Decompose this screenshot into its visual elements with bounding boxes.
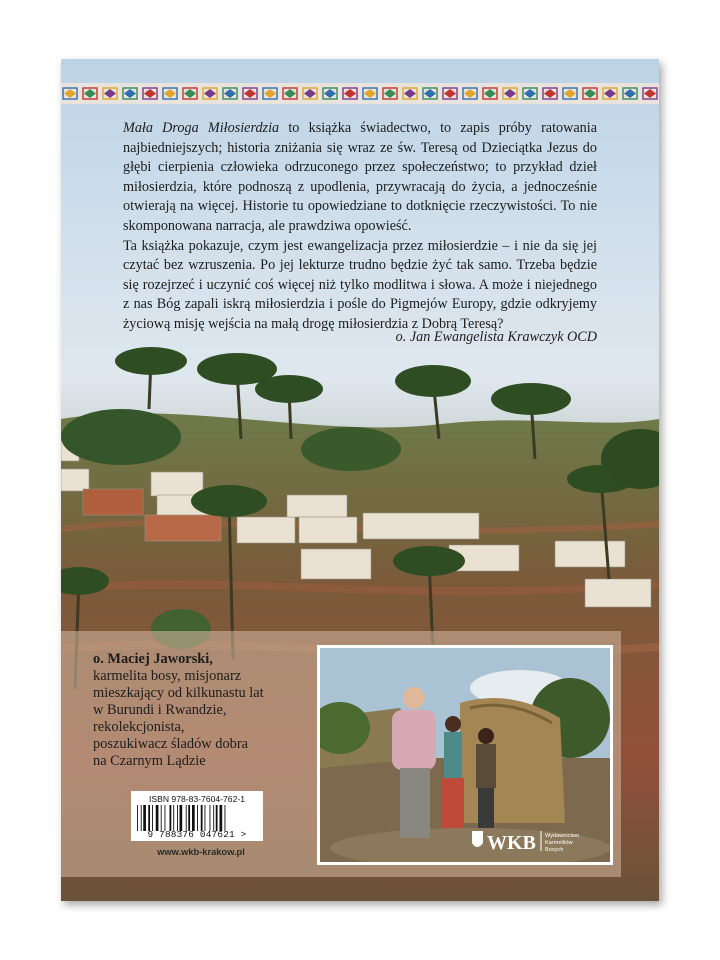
isbn-barcode — [131, 791, 263, 841]
barcode-digits: 9 788376 047621 > — [147, 829, 247, 840]
author-bio-line: mieszkający od kilkunastu lat — [93, 685, 264, 701]
author-bio-line: poszukiwacz śladów dobra — [93, 736, 249, 752]
logo-tagline-line: Karmelitów — [545, 840, 573, 846]
logo-tagline-line: Wydawnictwo — [545, 833, 580, 839]
endorsement-quote — [123, 119, 597, 335]
book-back-cover — [61, 59, 659, 901]
ornamental-band — [61, 83, 659, 104]
quote-paragraph-1-text: to książka świadectwo, to zapis próby ratowania najbiedniejszych; historia zniżania się wraz ze św. Teresą od Dzieciątka Jezus do głębi cierpienia człowieka odrzuconego przez społeczeństwo; to przykład dzieł miłosierdzia, które podnoszą z upodlenia, przywracają do życia, a jednocześnie otwierają na więcej. Historie tu opowiedziane to dotknięcie rzeczywistości. To nie skomponowana narracja, ale prawdziwa opowieść. — [123, 120, 597, 234]
publisher-logo — [469, 827, 609, 855]
quote-paragraph-1 — [123, 119, 597, 237]
author-bio-line: w Burundi i Rwandzie, — [93, 702, 227, 718]
logo-text: WKB — [487, 832, 536, 854]
author-bio-line: rekolekcjonista, — [93, 719, 185, 735]
publisher-website: www.wkb-krakow.pl — [157, 847, 245, 857]
author-name: o. Maciej Jaworski, — [93, 651, 213, 667]
barcode-bars — [135, 805, 259, 831]
author-bio-line: na Czarnym Lądzie — [93, 753, 206, 769]
book-title-italic: Mała Droga Miłosierdzia — [123, 120, 280, 136]
isbn-number: ISBN 978-83-7604-762-1 — [148, 794, 246, 804]
author-bio-line: karmelita bosy, misjonarz — [93, 668, 242, 684]
logo-tagline-line: Bosych — [545, 847, 564, 853]
wkb-logo-icon — [469, 827, 609, 855]
quote-signature: o. Jan Ewangelista Krawczyk OCD — [395, 329, 597, 345]
quote-paragraph-2: Ta książka pokazuje, czym jest ewangelizacja przez miłosierdzie – i nie da się jej czytać bez wzruszenia. Po jej lekturze trudno będzie żyć tak samo. Trzeba będzie się rozejrzeć i uczynić coś więcej niż tylko modlitwa i słowa. A może i niejednego z nas Bóg zapali iskrą miłosierdzia i pośle do Pigmejów Europy, gdzie odkryjemy życiową misję wejścia na małą drogę miłosierdzia z Dobrą Teresą? — [123, 237, 597, 332]
author-bio — [93, 651, 323, 770]
